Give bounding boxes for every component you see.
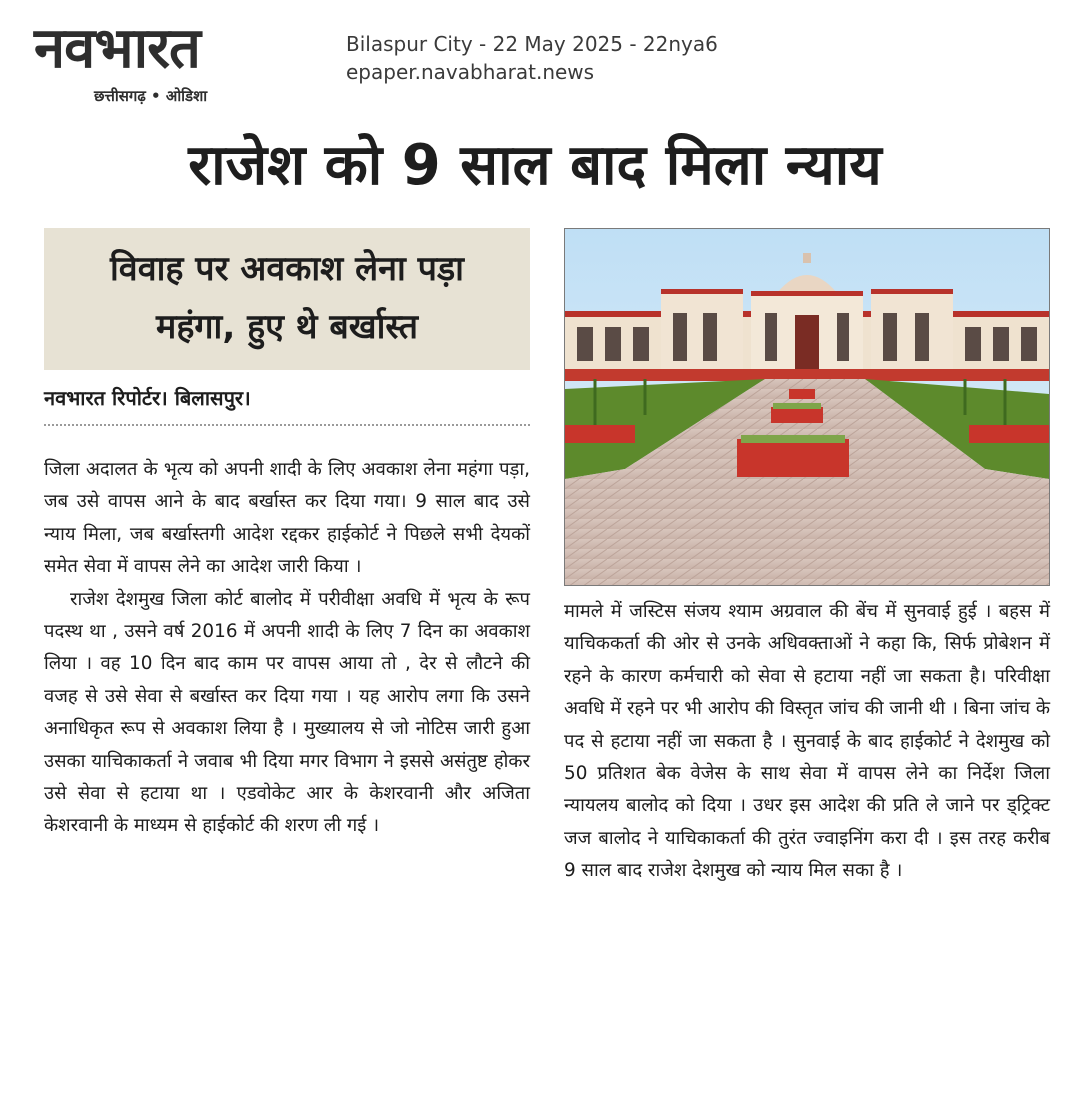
logo-regions: छत्तीसगढ़ • ओडिशा bbox=[94, 87, 208, 105]
byline: नवभारत रिपोर्टर। बिलासपुर। bbox=[44, 386, 251, 410]
article-column-2 bbox=[564, 596, 1050, 888]
page-title: राजेश को 9 साल बाद मिला न्याय bbox=[188, 133, 882, 198]
building-photo-icon bbox=[565, 229, 1049, 585]
divider bbox=[44, 424, 530, 426]
article-column-1 bbox=[44, 454, 530, 843]
masthead-logo bbox=[30, 14, 320, 108]
subhead bbox=[44, 240, 530, 356]
high-court-photo bbox=[564, 228, 1050, 586]
subhead-line-2: महंगा, हुए थे बर्खास्त bbox=[156, 307, 418, 347]
article-paragraph: जिला अदालत के भृत्य को अपनी शादी के लिए अवकाश लेना महंगा पड़ा, जब उसे वापस आने के बाद बर्खास्त कर दिया गया। 9 साल बाद उसे न्याय मिला, जब बर्खास्तगी आदेश रद्दकर हाईकोर्ट ने पिछले सभी देयकों समेत सेवा में वापस लेने का आदेश जारी किया । bbox=[44, 459, 530, 578]
article-paragraph: राजेश देशमुख जिला कोर्ट बालोद में परीवीक्षा अवधि में भृत्य के रूप पदस्थ था , उसने वर्ष 2016 में अपनी शादी के लिए 7 दिन का अवकाश लिया । वह 10 दिन बाद काम पर वापस आया तो , देर से लौटने की वजह से उसे सेवा से बर्खास्त कर दिया गया । यह आरोप लगा कि उसने अनाधिकृत रूप से अवकाश लिया है । मुख्यालय से जो नोटिस जारी हुआ उसका याचिकाकर्ता ने जवाब भी दिया मगर विभाग ने इससे असंतुष्ट होकर उसे सेवा से हटाया था । एडवोकेट आर के केशरवानी और अजिता केशरवानी के माध्यम से हाईकोर्ट की शरण ली गई । bbox=[44, 588, 530, 837]
edition-line: Bilaspur City - 22 May 2025 - 22nya6 bbox=[346, 32, 718, 56]
article-paragraph: मामले में जस्टिस संजय श्याम अग्रवाल की बेंच में सुनवाई हुई । बहस में याचिककर्ता की ओर से उनके अधिवक्ताओं ने कहा कि, सिर्फ प्रोबेशन में रहने के कारण कर्मचारी को सेवा से हटाया नहीं जा सकता है। परिवीक्षा अवधि में रहने पर भी आरोप की विस्तृत जांच की जानी थी । बिना जांच के पद से हटाया नहीं जा सकता है । सुनवाई के बाद हाईकोर्ट ने देशमुख को 50 प्रतिशत बेक वेजेस के साथ सेवा में वापस लेने का निर्देश जिला न्यायलय बालोद को दिया । उधर इस आदेश की प्रति ले जाने पर ड्ट्रिक्ट जज बालोद ने याचिकाकर्ता की तुरंत ज्वाइनिंग करा दी । इस तरह करीब 9 साल बाद राजेश देशमुख को न्याय मिल सका है । bbox=[564, 601, 1050, 882]
subhead-box bbox=[44, 228, 530, 370]
logo-wordmark: नवभारत bbox=[34, 16, 200, 81]
edition-meta bbox=[346, 30, 718, 86]
site-url: epaper.navabharat.news bbox=[346, 60, 595, 84]
subhead-line-1: विवाह पर अवकाश लेना पड़ा bbox=[110, 249, 464, 289]
